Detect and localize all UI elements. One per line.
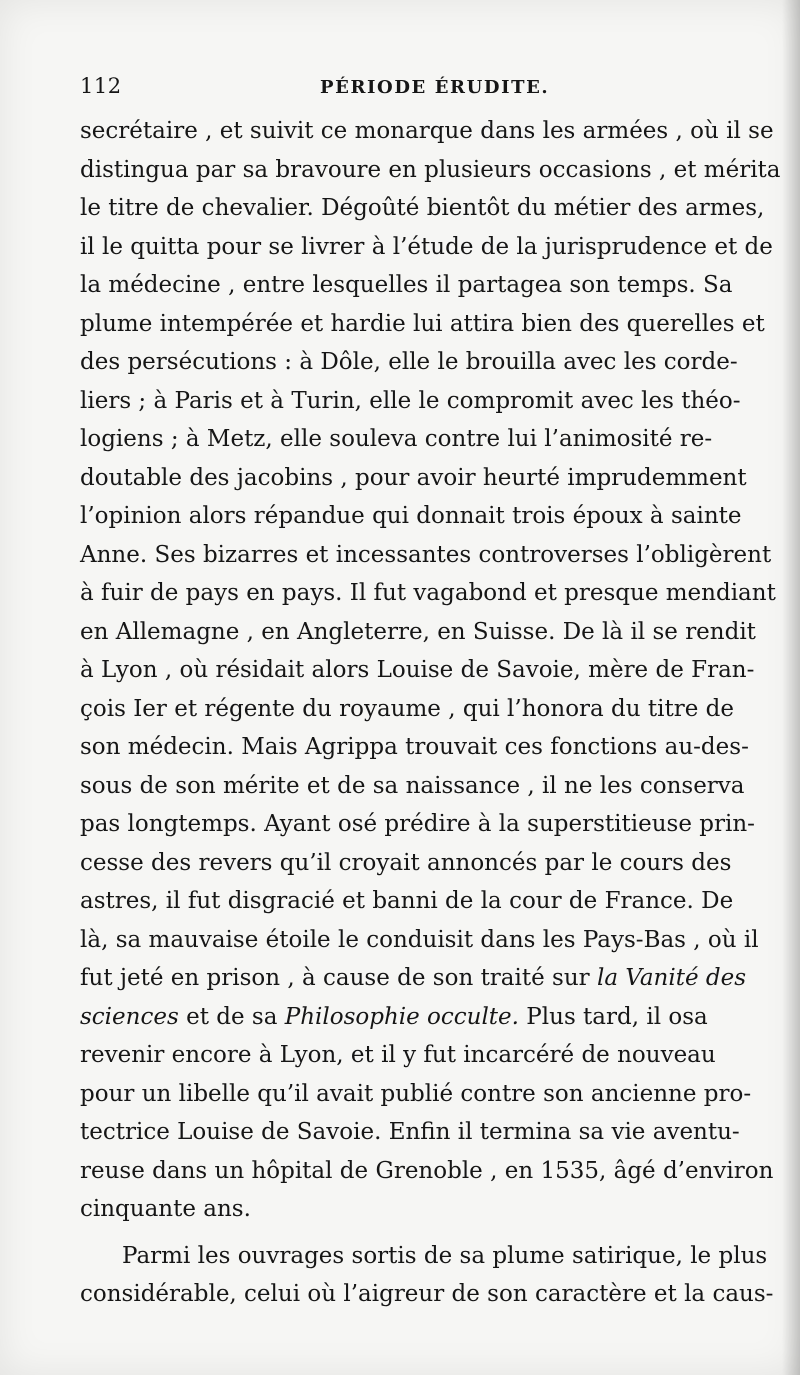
text-line-22: là, sa mauvaise étoile le conduisit dans les Pays-Bas , où il [80,926,759,953]
book-title-sciences: sciences [80,1003,179,1030]
text-line-14: en Allemagne , en Angleterre, en Suisse. De là il se rendit [80,618,756,645]
text-line-24 [80,998,770,1037]
text-line-2: distingua par sa bravoure en plusieurs occasions , et mérita [80,156,781,183]
text-line-4: il le quitta pour se livrer à l’étude de la jurisprudence et de [80,233,773,260]
text-line-19: pas longtemps. Ayant osé prédire à la superstitieuse prin- [80,811,755,837]
text-line-24-suffix: Plus tard, il osa [518,1003,708,1030]
text-line-17: son médecin. Mais Agrippa trouvait ces fonctions au-des- [80,734,749,760]
text-line-12: Anne. Ses bizarres et incessantes controverses l’obligèrent [80,541,772,568]
text-line-23-prefix: fut jeté en prison , à cause de son traité sur [80,965,597,991]
text-line-28: reuse dans un hôpital de Grenoble , en 1535, âgé d’environ [80,1157,774,1184]
text-line-20: cesse des revers qu’il croyait annoncés par le cours des [80,849,732,876]
text-line-11: l’opinion alors répandue qui donnait trois époux à sainte [80,503,742,529]
text-line-29: cinquante ans. [80,1196,251,1222]
text-line-23 [80,959,770,998]
text-line-9: logiens ; à Metz, elle souleva contre lui l’animosité re- [80,426,713,452]
text-line-25: revenir encore à Lyon, et il y fut incarcéré de nouveau [80,1042,716,1068]
text-line-5: la médecine , entre lesquelles il partagea son temps. Sa [80,272,733,298]
body-text [80,112,781,1314]
text-line-6: plume intempérée et hardie lui attira bien des querelles et [80,310,765,337]
text-line-24-middle: et de sa [178,1003,285,1030]
running-head: PÉRIODE ÉRUDITE. [320,77,550,98]
page-edge-shadow [782,0,800,1375]
paragraph-2-line-2: considérable, celui où l’aigreur de son caractère et la caus- [80,1281,774,1307]
text-line-16: çois Ier et régente du royaume , qui l’honora du titre de [80,695,734,722]
text-line-18: sous de son mérite et de sa naissance , il ne les conserva [80,772,745,799]
paragraph-2-line-1: Parmi les ouvrages sortis de sa plume satirique, le plus [122,1242,768,1269]
text-line-26: pour un libelle qu’il avait publié contre son ancienne pro- [80,1080,752,1107]
text-line-3: le titre de chevalier. Dégoûté bientôt du métier des armes, [80,195,765,221]
book-title-philosophie: Philosophie occulte. [284,1003,519,1030]
text-line-27: tectrice Louise de Savoie. Enfin il termina sa vie aventu- [80,1119,740,1145]
text-line-21: astres, il fut disgracié et banni de la cour de France. De [80,888,734,914]
text-line-7: des persécutions : à Dôle, elle le brouilla avec les corde- [80,349,738,375]
text-line-10: doutable des jacobins , pour avoir heurté imprudemment [80,464,747,491]
book-title-vanite: la Vanité des [596,965,747,991]
text-line-8: liers ; à Paris et à Turin, elle le compromit avec les théo- [80,387,741,414]
page-header [80,70,770,106]
page-number: 112 [80,74,122,98]
text-line-13: à fuir de pays en pays. Il fut vagabond et presque mendiant [80,580,776,606]
text-line-1: secrétaire , et suivit ce monarque dans les armées , où il se [80,118,774,144]
text-line-15: à Lyon , où résidait alors Louise de Savoie, mère de Fran- [80,657,755,683]
